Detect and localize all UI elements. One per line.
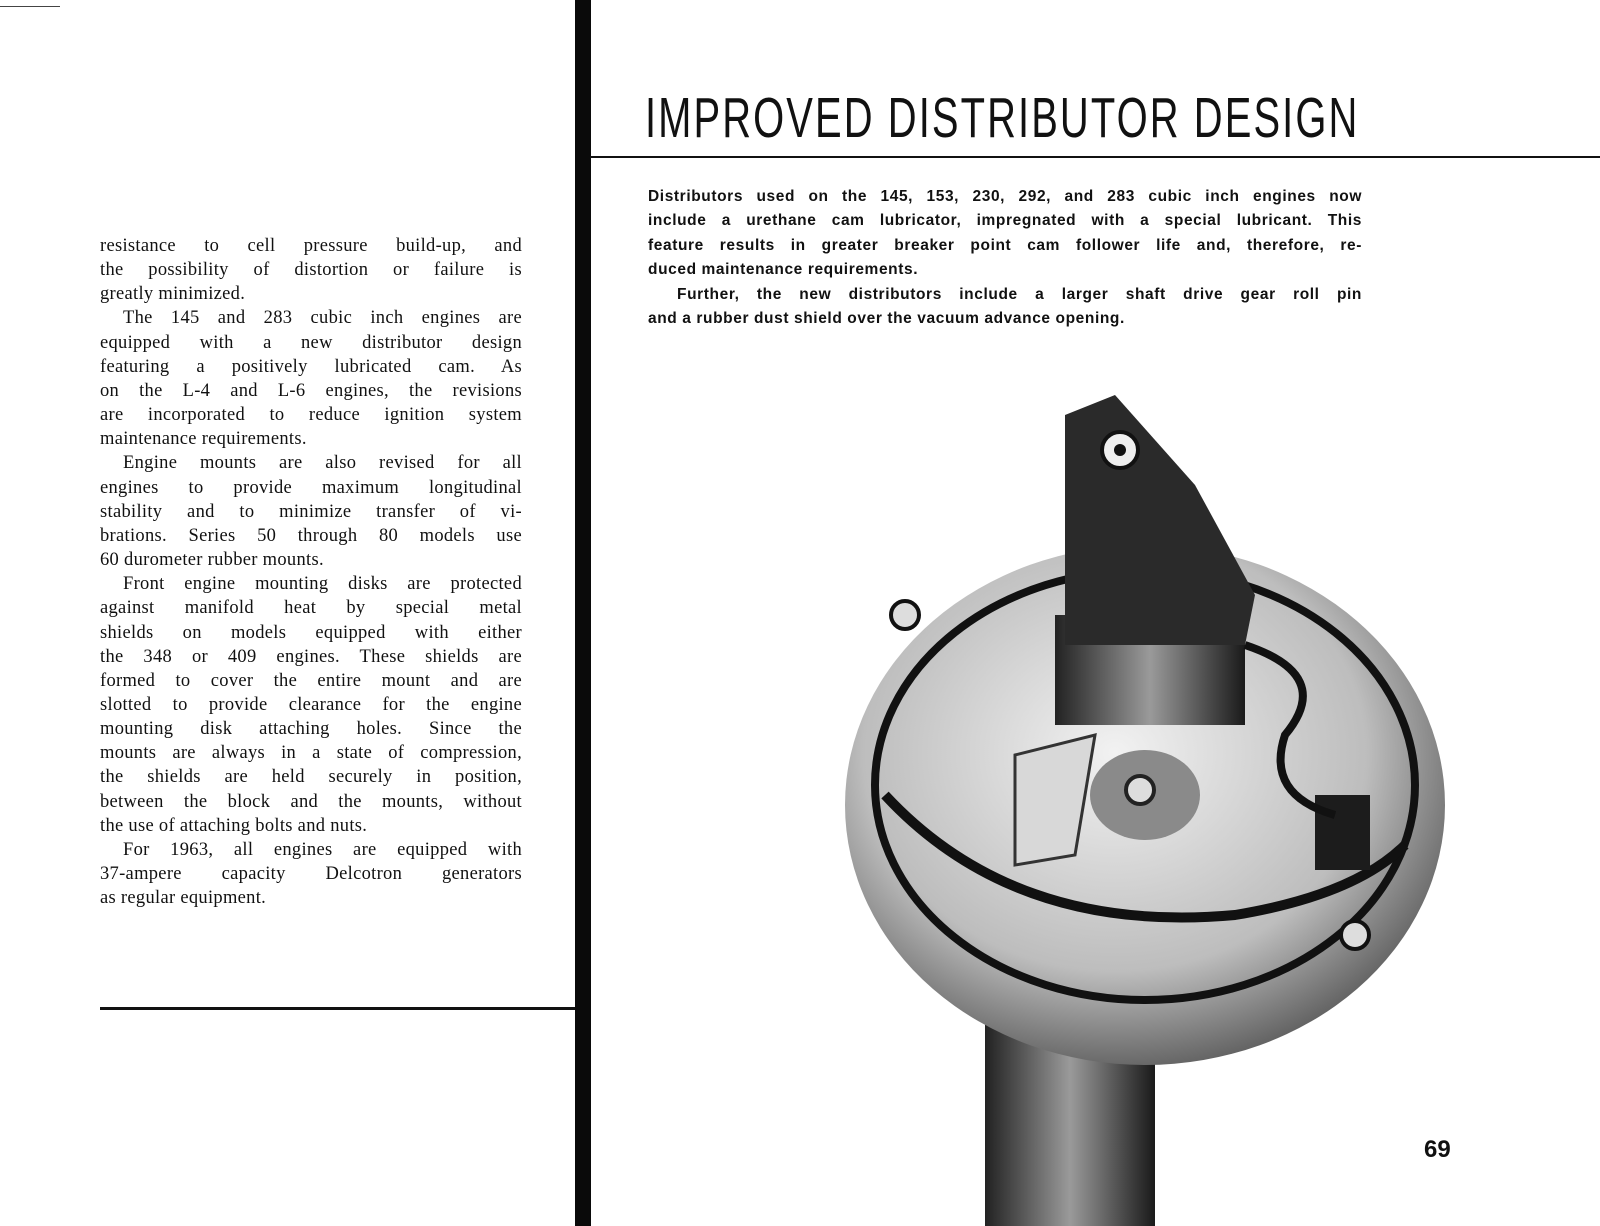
- scan-mark: [0, 6, 60, 7]
- page-number: 69: [1424, 1136, 1451, 1163]
- text-line: as regular equipment.: [100, 888, 267, 909]
- text-line: and a rubber dust shield over the vacuum advance opening.: [648, 310, 1125, 328]
- text-line: include a urethane cam lubricator, impregnated with a special lubricant. This: [648, 212, 1362, 230]
- text-line: mounts are always in a state of compression,: [100, 743, 522, 764]
- text-line: feature results in greater breaker point cam follower life and, therefore, re-: [648, 236, 1362, 254]
- text-line: between the block and the mounts, without: [100, 791, 522, 812]
- text-line: the 348 or 409 engines. These shields are: [100, 646, 522, 667]
- distributor-photo: [815, 375, 1445, 1226]
- text-line: the use of attaching bolts and nuts.: [100, 815, 368, 836]
- text-line: against manifold heat by special metal: [100, 598, 522, 619]
- text-line: formed to cover the entire mount and are: [100, 670, 522, 691]
- text-line: equipped with a new distributor design: [100, 332, 522, 353]
- text-line: resistance to cell pressure build-up, and: [100, 236, 522, 256]
- text-line: mounting disk attaching holes. Since the: [100, 719, 522, 740]
- distributor-rotor: [1065, 395, 1255, 645]
- text-line: Further, the new distributors include a larger shaft drive gear roll pin: [677, 285, 1362, 303]
- text-line: on the L-4 and L-6 engines, the revisions: [100, 380, 522, 401]
- text-line: For 1963, all engines are equipped with: [123, 839, 522, 860]
- text-line: brations. Series 50 through 80 models use: [100, 525, 522, 546]
- left-page-bottom-rule: [100, 1007, 576, 1010]
- terminal-clip: [1315, 795, 1370, 870]
- text-line: Engine mounts are also revised for all: [123, 453, 522, 474]
- text-line: duced maintenance requirements.: [648, 261, 919, 279]
- right-page-text: [648, 185, 1362, 331]
- text-line: shields on models equipped with either: [100, 622, 522, 643]
- text-line: engines to provide maximum longitudinal: [100, 477, 522, 498]
- page-title: IMPROVED DISTRIBUTOR DESIGN: [645, 86, 1360, 150]
- text-line: The 145 and 283 cubic inch engines are: [123, 308, 522, 329]
- left-page-text: [100, 234, 522, 910]
- page-gutter-divider: [575, 0, 591, 1226]
- text-line: maintenance requirements.: [100, 429, 307, 450]
- title-rule: [590, 156, 1600, 158]
- text-line: the possibility of distortion or failure is: [100, 260, 522, 281]
- text-line: slotted to provide clearance for the engine: [100, 694, 522, 715]
- text-line: 37-ampere capacity Delcotron generators: [100, 864, 522, 885]
- text-line: 60 durometer rubber mounts.: [100, 550, 324, 571]
- text-line: the shields are held securely in position,: [100, 767, 522, 788]
- text-line: Front engine mounting disks are protected: [123, 574, 522, 595]
- text-line: greatly minimized.: [100, 284, 246, 305]
- text-line: Distributors used on the 145, 153, 230, 292, and 283 cubic inch engines now: [648, 188, 1362, 205]
- text-line: featuring a positively lubricated cam. As: [100, 356, 522, 377]
- text-line: are incorporated to reduce ignition system: [100, 405, 522, 426]
- text-line: stability and to minimize transfer of vi-: [100, 501, 522, 522]
